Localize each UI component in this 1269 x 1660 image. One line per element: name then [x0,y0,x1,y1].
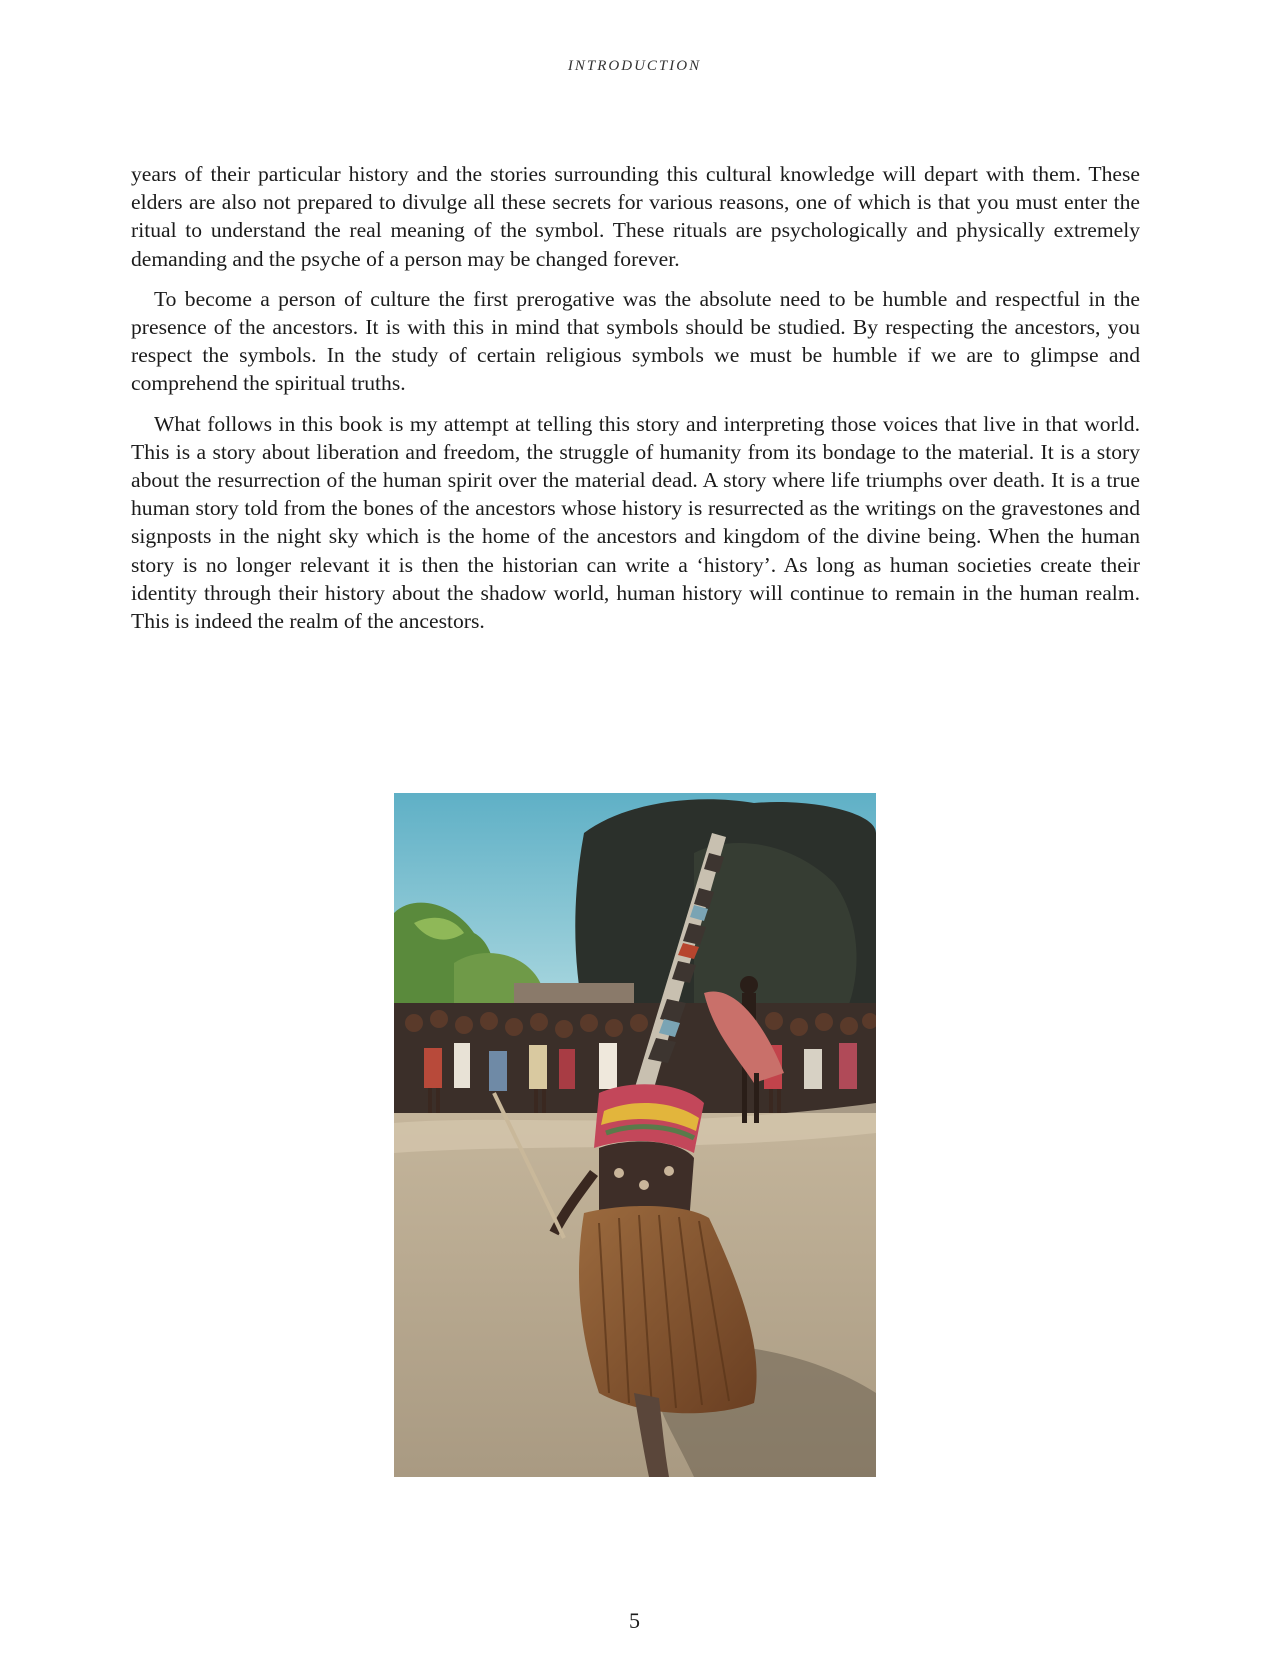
paragraph-2: To become a person of culture the first prerogative was the absolute need to be humble and respectful in the presence of the ancestors. It is with this in mind that symbols should be studied. By respecting the ancestors, you respect the symbols. In the study of certain religious symbols we must be humble if we are to glimpse and comprehend the spiritual truths. [131,286,1140,396]
masked-dancer-photo [394,793,876,1477]
photo-illustration [394,793,876,1477]
paragraph-3: What follows in this book is my attempt at telling this story and interpreting those voices that live in that world. This is a story about liberation and freedom, the struggle of humanity from its bondage to the material. It is a story about the resurrection of the human spirit over the material dead. A story where life triumphs over death. It is a true human story told from the bones of the ancestors whose history is resurrected as the writings on the gravestones and signposts in the night sky which is the home of the ancestors and kingdom of the divine being. When the human story is no longer relevant it is then the historian can write a ‘history’. As long as human societies create their identity through their history about the shadow world, human history will continue to remain in the human realm. This is indeed the realm of the ancestors. [131,411,1140,634]
body-text [131,160,1140,647]
running-head: INTRODUCTION [567,58,702,74]
paragraph-1: years of their particular history and the stories surrounding this cultural knowledge will depart with them. These elders are also not prepared to divulge all these secrets for various reasons, one of which is that you must enter the ritual to understand the real meaning of the symbol. These rituals are psychologically and physically extremely demanding and the psyche of a person may be changed forever. [131,162,1140,271]
page-number: 5 [629,1608,640,1633]
